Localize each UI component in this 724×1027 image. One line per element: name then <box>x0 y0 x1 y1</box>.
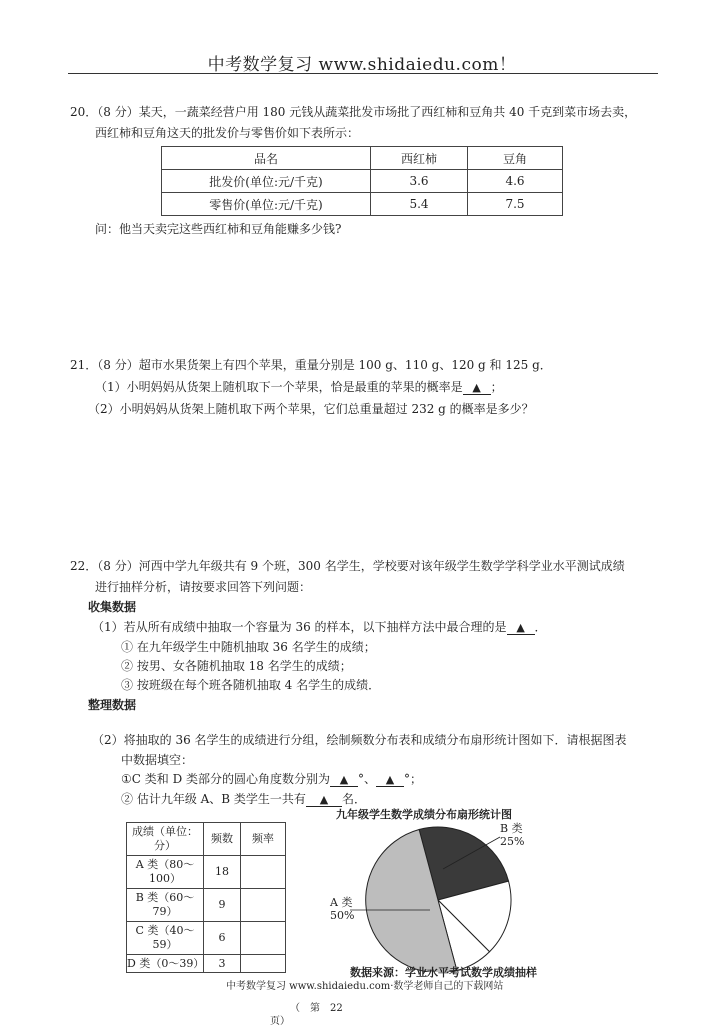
table-header-cell: 频率 <box>241 823 286 856</box>
q22-part2-line1: （2）将抽取的 36 名学生的成绩进行分组，绘制频数分布表和成绩分布扇形统计图如下．请根据图表 <box>92 733 627 747</box>
table-cell[interactable] <box>241 889 286 922</box>
table-header-cell: 西红柿 <box>371 147 468 170</box>
table-cell: 零售价(单位:元/千克) <box>162 193 371 216</box>
fill-1-text: ①C 类和 D 类部分的圆心角度数分别为 <box>121 772 331 786</box>
footer-page-suffix: 页） <box>270 1016 290 1027</box>
table-cell: 7.5 <box>468 193 563 216</box>
table-header-cell: 频数 <box>204 823 241 856</box>
q22-line2: 进行抽样分析，请按要求回答下列问题： <box>95 580 312 594</box>
q22-part1-end: ． <box>534 620 547 634</box>
table-cell: 批发价(单位:元/千克) <box>162 170 371 193</box>
table-cell: 6 <box>204 922 241 955</box>
table-cell: 3.6 <box>371 170 468 193</box>
table-row <box>127 823 286 856</box>
table-cell: B 类（60～79） <box>127 889 204 922</box>
chart-source: 数据来源：学业水平考试数学成绩抽样 <box>350 966 537 979</box>
slice-b-name: B 类 <box>500 822 523 835</box>
answer-mark-icon: ▲ <box>385 773 395 786</box>
q22-line1: 22．（8 分）河西中学九年级共有 9 个班，300 名学生，学校要对该年级学生数学学科学业水平测试成绩 <box>70 559 625 573</box>
header-divider <box>68 73 658 74</box>
answer-mark-icon: ▲ <box>472 381 481 394</box>
q22-part1-text: （1）若从所有成绩中抽取一个容量为 36 的样本，以下抽样方法中最合理的是 <box>92 620 507 634</box>
answer-mark-icon: ▲ <box>339 773 349 786</box>
page-header-title: 中考数学复习 www.shidaiedu.com！ <box>207 55 517 75</box>
slice-a-percent: 50% <box>330 909 355 922</box>
fill-2-text: ② 估计九年级 A、B 类学生一共有 <box>121 792 306 806</box>
table-header-cell: 品名 <box>162 147 371 170</box>
table-cell[interactable] <box>241 922 286 955</box>
q21-part2: （2）小明妈妈从货架上随机取下两个苹果，它们总重量超过 232 g 的概率是多少？ <box>88 402 534 416</box>
table-cell: C 类（40～59） <box>127 922 204 955</box>
table-row <box>162 147 563 170</box>
table-cell: A 类（80～100） <box>127 856 204 889</box>
fill-blank-1 <box>121 770 422 788</box>
fill-1-mid: °、 <box>358 772 377 786</box>
fill-blank-2 <box>121 790 366 808</box>
answer-blank[interactable] <box>306 793 342 807</box>
footer-site-text: 中考数学复习 www.shidaiedu.com·数学老师自己的下载网站 <box>226 981 504 992</box>
q21-line1: 21．（8 分）超市水果货架上有四个苹果，重量分别是 100 g、110 g、120 g 和 125 g． <box>70 358 552 372</box>
section-heading-collect: 收集数据 <box>88 600 137 614</box>
table-cell[interactable] <box>241 856 286 889</box>
footer-page-number: （ 第 22 <box>290 1003 343 1014</box>
table-header-cell: 成绩（单位：分） <box>127 823 204 856</box>
table-row <box>162 193 563 216</box>
table-cell: 3 <box>204 955 241 973</box>
fill-2-end: 名． <box>341 792 366 806</box>
slice-a-name: A 类 <box>330 896 353 909</box>
table-row <box>127 856 286 889</box>
table-row <box>127 955 286 973</box>
option-1: ① 在九年级学生中随机抽取 36 名学生的成绩； <box>121 640 376 654</box>
price-table <box>161 146 563 216</box>
table-cell: 9 <box>204 889 241 922</box>
table-row <box>127 922 286 955</box>
table-row <box>127 889 286 922</box>
table-cell: 4.6 <box>468 170 563 193</box>
q20-line1: 20．（8 分）某天，一蔬菜经营户用 180 元钱从蔬菜批发市场批了西红柿和豆角共 40 千克到菜市场去卖， <box>70 105 637 119</box>
q21-part1 <box>95 378 503 396</box>
slice-label-a <box>330 896 354 922</box>
q21-part1-end: ； <box>490 380 503 394</box>
answer-blank[interactable] <box>330 773 358 787</box>
section-heading-organize: 整理数据 <box>88 698 137 712</box>
q21-part1-text: （1）小明妈妈从货架上随机取下一个苹果，恰是最重的苹果的概率是 <box>95 380 463 394</box>
q22-part2-line2: 中数据填空： <box>121 753 194 767</box>
answer-blank[interactable] <box>507 621 535 635</box>
answer-blank[interactable] <box>376 773 404 787</box>
option-2: ② 按男、女各随机抽取 18 名学生的成绩； <box>121 659 352 673</box>
answer-blank[interactable] <box>463 381 491 395</box>
slice-label-b <box>500 822 524 848</box>
q22-part1 <box>92 618 547 636</box>
table-cell: 18 <box>204 856 241 889</box>
table-header-cell: 豆角 <box>468 147 563 170</box>
answer-mark-icon: ▲ <box>319 793 329 806</box>
answer-mark-icon: ▲ <box>516 621 525 634</box>
q20-line2: 西红柿和豆角这天的批发价与零售价如下表所示： <box>95 126 360 140</box>
table-cell: 5.4 <box>371 193 468 216</box>
slice-b-percent: 25% <box>500 835 525 848</box>
table-row <box>162 170 563 193</box>
fill-1-end: °； <box>404 772 423 786</box>
table-cell: D 类（0～39） <box>127 955 204 973</box>
table-cell[interactable] <box>241 955 286 973</box>
frequency-table <box>126 822 286 973</box>
q20-question: 问：他当天卖完这些西红柿和豆角能赚多少钱? <box>95 222 342 236</box>
chart-title: 九年级学生数学成绩分布扇形统计图 <box>336 808 512 821</box>
option-3: ③ 按班级在每个班各随机抽取 4 名学生的成绩． <box>121 678 381 692</box>
